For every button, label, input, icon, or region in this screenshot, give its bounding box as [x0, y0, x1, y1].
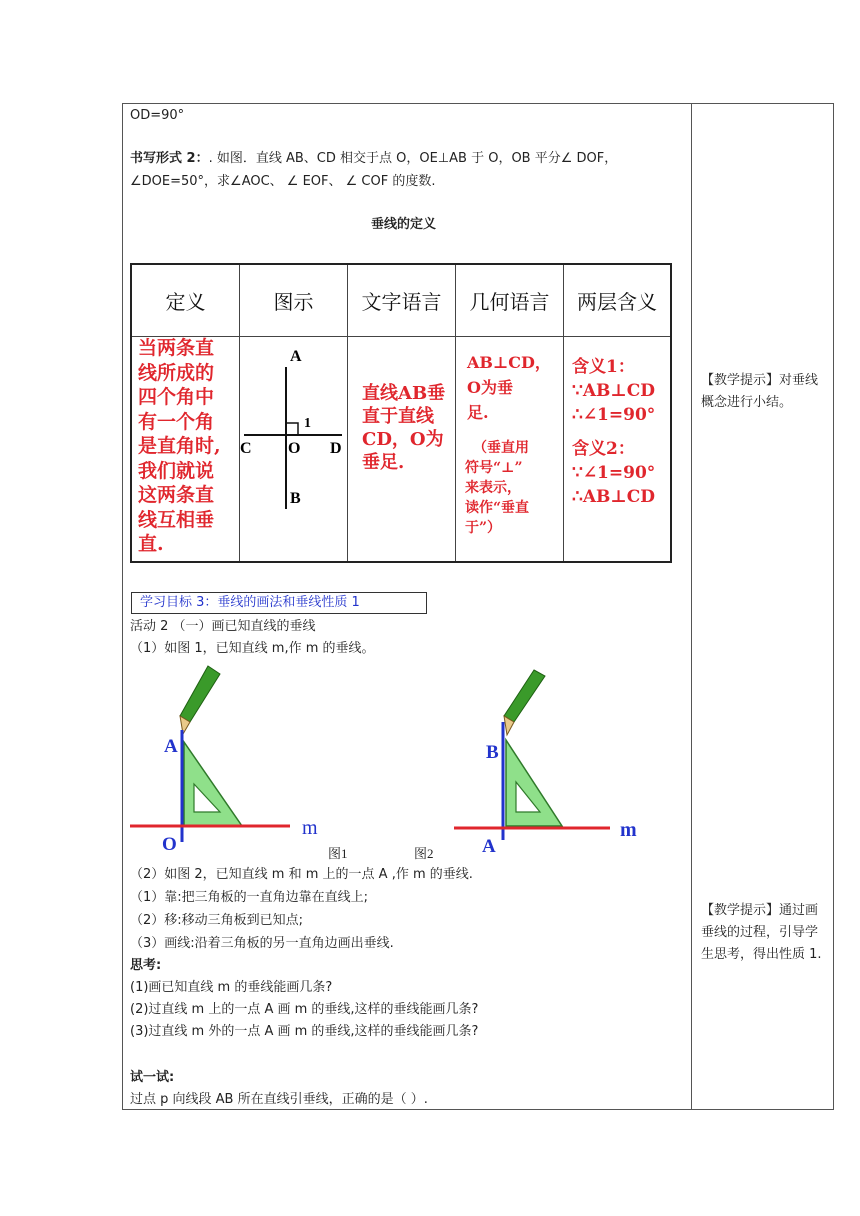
definition-line: 这两条直 — [138, 484, 215, 506]
geo-note-line: 于”） — [465, 520, 502, 536]
definition-line: 线互相垂 — [138, 508, 215, 531]
pencil-icon — [180, 666, 220, 734]
definition-line: 有一个角 — [138, 410, 215, 433]
header-meaning: 两层含义 — [577, 290, 657, 314]
header-text-language: 文字语言 — [348, 265, 456, 336]
form2-line1 — [130, 150, 617, 168]
meaning2-line: ∵∠1=90° — [572, 463, 656, 483]
column-divider — [691, 103, 692, 1110]
think-q2: (2)过直线 m 上的一点 A 画 m 的垂线,这样的垂线能画几条? — [130, 1002, 479, 1017]
fig2-caption: 图2 — [414, 846, 434, 860]
definition-line: 是直角时, — [138, 435, 221, 457]
table-col-divider — [455, 336, 456, 561]
definition-text — [138, 336, 221, 557]
figure2 — [410, 660, 650, 860]
question2: （2）如图 2，已知直线 m 和 m 上的一点 A ,作 m 的垂线. — [130, 867, 473, 882]
try-label: 试一试: — [130, 1070, 175, 1085]
text-lang-line: CD，O为 — [362, 429, 444, 450]
table-col-divider — [563, 336, 564, 561]
think-label: 思考: — [130, 958, 162, 973]
form2-label: 书写形式 2： — [130, 151, 209, 166]
pencil-icon — [504, 670, 545, 735]
geo-note-line: 读作“垂直 — [465, 500, 530, 516]
try-text: 过点 p 向线段 AB 所在直线引垂线，正确的是（ ）. — [130, 1092, 428, 1107]
meaning-column — [572, 355, 655, 509]
geo-language-note — [465, 438, 529, 538]
definition-line: 当两条直 — [138, 337, 215, 359]
text-lang-line: 直线AB垂 — [362, 383, 446, 404]
teaching-tip-1: 【教学提示】对垂线概念进行小结。 — [701, 373, 819, 410]
fig1-label-o: O — [162, 834, 177, 855]
goal3-box: 学习目标 3：垂线的画法和垂线性质 1 — [131, 592, 427, 614]
definition-line: 我们就说 — [138, 459, 215, 482]
label-d: D — [330, 440, 342, 457]
question1: （1）如图 1，已知直线 m,作 m 的垂线。 — [130, 641, 375, 656]
label-o: O — [288, 440, 301, 457]
geo-lang-line: AB⊥CD， — [467, 353, 551, 372]
meaning2-title: 含义2： — [572, 439, 635, 459]
think-q1: (1)画已知直线 m 的垂线能画几条? — [130, 980, 333, 995]
step2: （2）移:移动三角板到已知点; — [130, 913, 304, 928]
table-col-divider — [347, 336, 348, 561]
fig2-label-a: A — [482, 836, 496, 857]
right-angle-mark — [286, 423, 298, 435]
text-lang-line: 垂足. — [362, 452, 405, 473]
section-title: 垂线的定义 — [371, 217, 437, 232]
meaning1-line: ∵AB⊥CD — [572, 381, 655, 401]
activity2: 活动 2 （一）画已知直线的垂线 — [130, 619, 316, 634]
header-figure: 图示 — [240, 265, 348, 336]
step3: （3）画线:沿着三角板的另一直角边画出垂线. — [130, 936, 394, 951]
perpendicular-figure — [238, 335, 346, 555]
label-b: B — [290, 490, 301, 507]
teaching-tip-2: 【教学提示】通过画垂线的过程，引导学生思考，得出性质 1. — [701, 903, 822, 962]
definition-line: 直. — [138, 533, 164, 555]
form2-line2: ∠DOE=50°，求∠AOC、 ∠ EOF、 ∠ COF 的度数. — [130, 174, 436, 189]
label-1: 1 — [304, 416, 311, 431]
triangle-ruler — [506, 740, 562, 826]
step1: （1）靠:把三角板的一直角边靠在直线上; — [130, 890, 369, 905]
fig1-caption: 图1 — [328, 846, 348, 860]
definition-line: 四个角中 — [138, 386, 215, 408]
fig1-label-a: A — [164, 736, 178, 757]
header-definition: 定义 — [132, 265, 240, 336]
header-geo-language: 几何语言 — [456, 265, 564, 336]
geo-lang-line: O为垂 — [467, 378, 513, 397]
text-lang-line: 直于直线 — [362, 406, 434, 427]
fig2-label-m: m — [620, 819, 637, 841]
meaning1-title: 含义1： — [572, 357, 635, 377]
definition-line: 线所成的 — [138, 361, 215, 384]
text-language — [362, 382, 445, 474]
geo-lang-line: 足. — [467, 403, 489, 422]
fig1-label-m: m — [302, 817, 318, 839]
label-a: A — [290, 348, 302, 365]
geo-note-line: 符号“⊥” — [465, 460, 523, 476]
form2-text1: . 如图．直线 AB、CD 相交于点 O，OE⊥AB 于 O，OB 平分∠ DOF， — [208, 151, 618, 166]
geo-note-line: 来表示， — [465, 480, 521, 496]
fig2-label-b: B — [486, 742, 499, 763]
triangle-ruler — [184, 742, 242, 826]
think-q3: (3)过直线 m 外的一点 A 画 m 的垂线,这样的垂线能画几条? — [130, 1024, 479, 1039]
label-c: C — [240, 440, 252, 457]
figure1 — [128, 660, 348, 860]
text-od: OD=90° — [130, 108, 185, 123]
meaning2-line: ∴AB⊥CD — [572, 487, 655, 507]
geo-language — [467, 350, 551, 425]
geo-note-line: （垂直用 — [473, 440, 529, 456]
meaning1-line: ∴∠1=90° — [572, 405, 656, 425]
